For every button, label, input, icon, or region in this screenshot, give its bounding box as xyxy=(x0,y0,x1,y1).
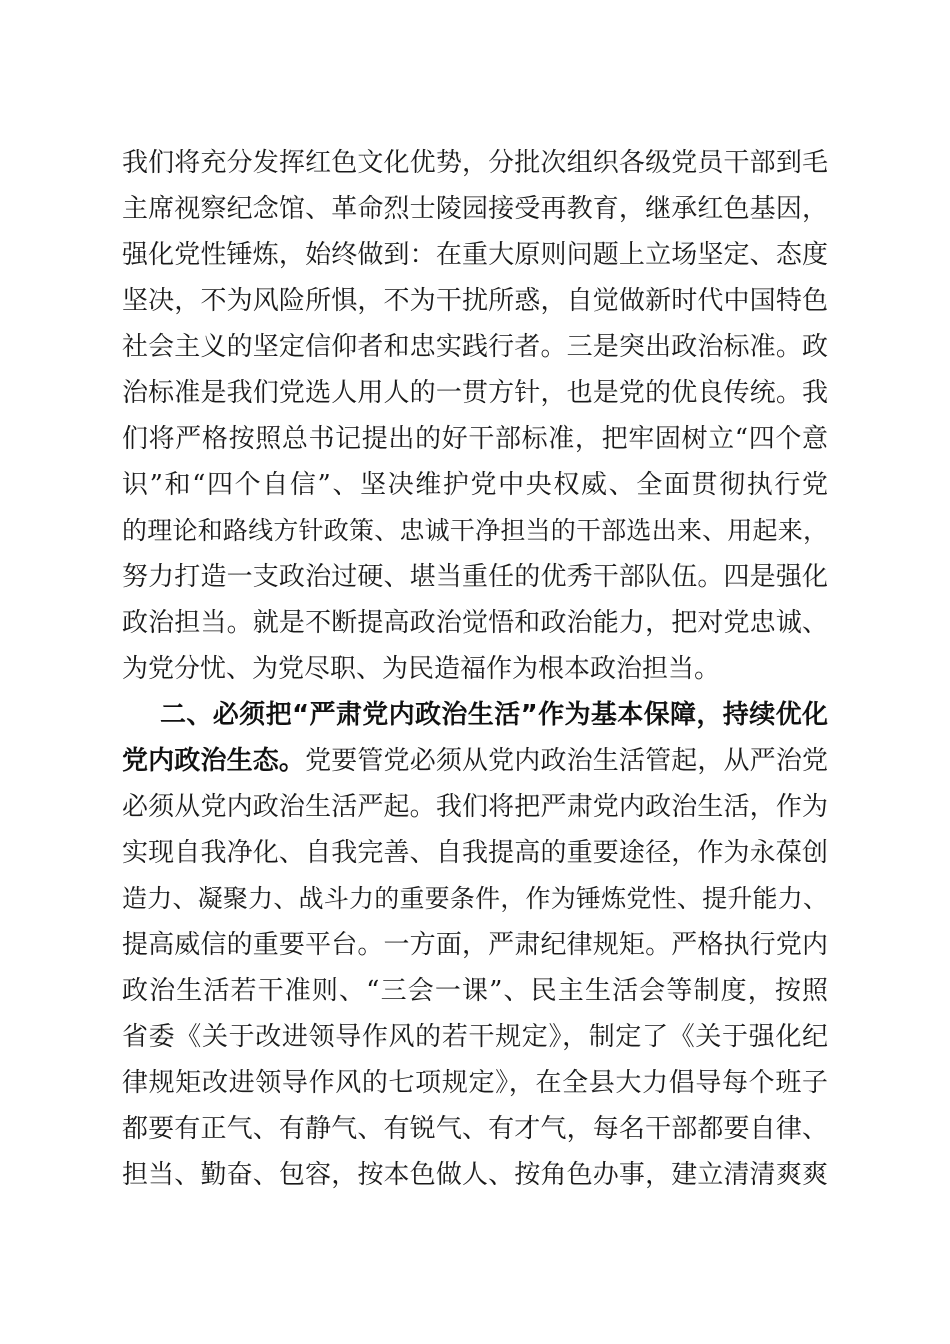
text-line: 我们将充分发挥红色文化优势，分批次组织各级党员干部到毛 xyxy=(122,148,828,178)
text-line: 都要有正气、有静气、有锐气、有才气，每名干部都要自律、 xyxy=(122,1114,828,1144)
text-line: 坚决，不为风险所惧，不为干扰所惑，自觉做新时代中国特色 xyxy=(122,286,828,316)
text-line: 政治担当。就是不断提高政治觉悟和政治能力，把对党忠诚、 xyxy=(122,608,828,638)
text-line: 为党分忧、为党尽职、为民造福作为根本政治担当。 xyxy=(122,654,721,684)
text-line: 们将严格按照总书记提出的好干部标准，把牢固树立“四个意 xyxy=(122,424,828,454)
text-line: 提高威信的重要平台。一方面，严肃纪律规矩。严格执行党内 xyxy=(122,930,828,960)
text-line: 造力、凝聚力、战斗力的重要条件，作为锤炼党性、提升能力、 xyxy=(122,884,828,913)
heading-continuation-line xyxy=(122,738,828,784)
text-line: 的理论和路线方针政策、忠诚干净担当的干部选出来、用起来， xyxy=(122,516,828,545)
section-heading: 二、必须把“严肃党内政治生活”作为基本保障，持续优化 xyxy=(160,700,828,730)
text-span: 党要管党必须从党内政治生活管起，从严治党 xyxy=(305,746,828,776)
section-heading-end: 党内政治生态。 xyxy=(122,746,306,776)
text-line: 政治生活若干准则、“三会一课”、民主生活会等制度，按照 xyxy=(122,976,828,1006)
text-line: 省委《关于改进领导作风的若干规定》，制定了《关于强化纪 xyxy=(122,1022,828,1052)
text-line: 主席视察纪念馆、革命烈士陵园接受再教育，继承红色基因， xyxy=(122,194,828,224)
text-line: 社会主义的坚定信仰者和忠实践行者。三是突出政治标准。政 xyxy=(122,332,828,362)
text-line: 必须从党内政治生活严起。我们将把严肃党内政治生活，作为 xyxy=(122,792,828,822)
text-line: 强化党性锤炼，始终做到：在重大原则问题上立场坚定、态度 xyxy=(122,240,828,270)
text-line: 治标准是我们党选人用人的一贯方针，也是党的优良传统。我 xyxy=(122,378,828,408)
text-line: 识”和“四个自信”、坚决维护党中央权威、全面贯彻执行党 xyxy=(122,470,828,500)
text-line: 担当、勤奋、包容，按本色做人、按角色办事，建立清清爽爽 xyxy=(122,1160,828,1190)
text-line: 实现自我净化、自我完善、自我提高的重要途径，作为永葆创 xyxy=(122,838,828,868)
text-line: 努力打造一支政治过硬、堪当重任的优秀干部队伍。四是强化 xyxy=(122,562,828,592)
text-line: 律规矩改进领导作风的七项规定》，在全县大力倡导每个班子 xyxy=(122,1068,828,1098)
